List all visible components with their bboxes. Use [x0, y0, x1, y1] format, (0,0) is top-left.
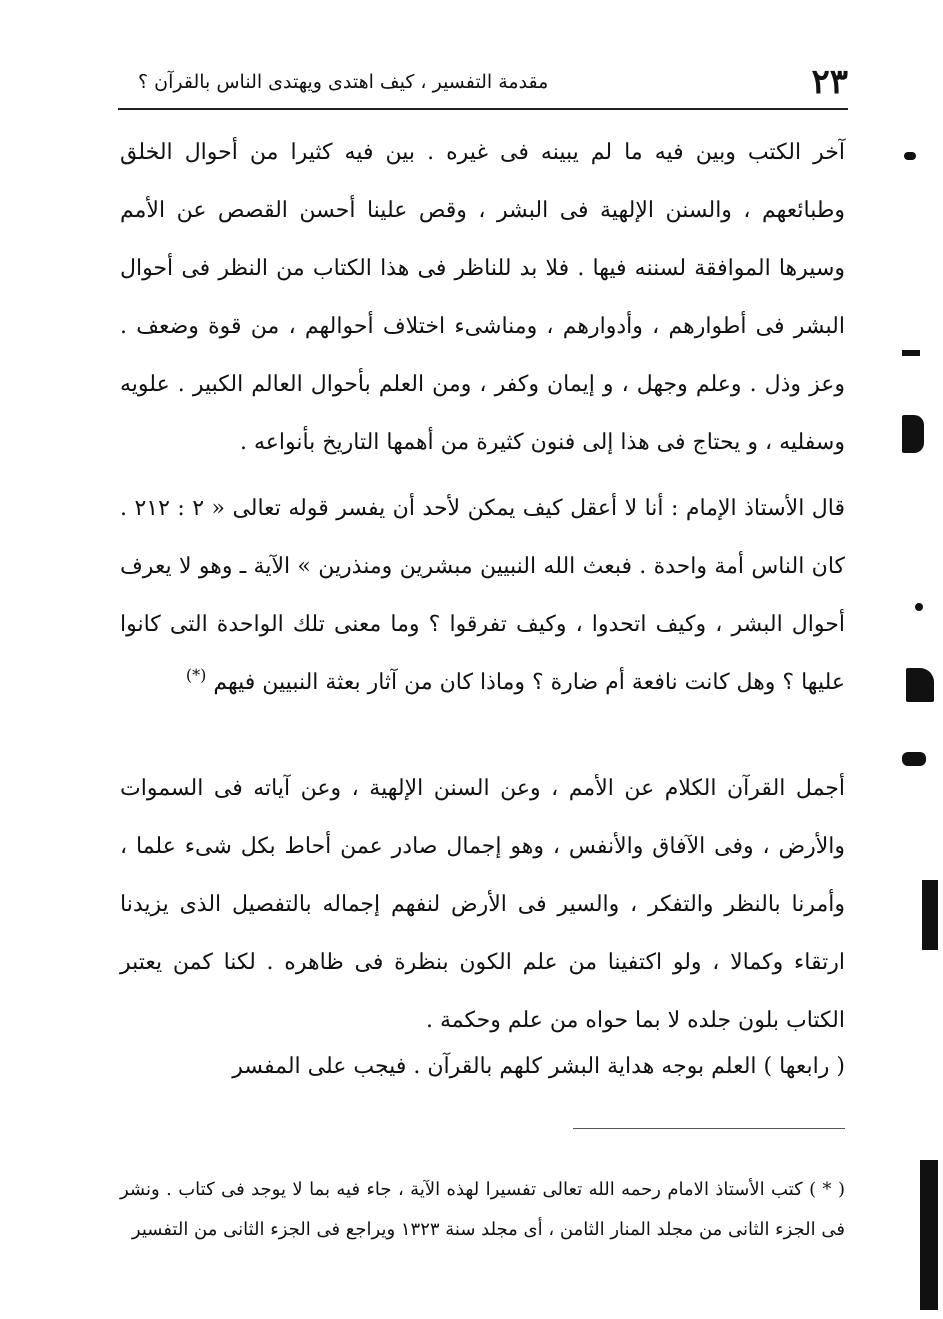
scan-speck — [902, 415, 924, 453]
page-number: ٢٣ — [811, 62, 848, 102]
running-title: مقدمة التفسير ، كيف اهتدى ويهتدى الناس بالقرآن ؟ — [138, 71, 549, 93]
footnote-marker: (*) — [185, 665, 207, 685]
scan-speck — [915, 603, 923, 611]
scan-speck — [902, 752, 926, 766]
scan-speck — [902, 350, 920, 356]
paragraph-2 — [120, 480, 845, 712]
footnote-rule — [573, 1128, 845, 1129]
paragraph-4: ( رابعها ) العلم بوجه هداية البشر كلهم بالقرآن . فيجب على المفسر — [232, 1054, 845, 1079]
paragraph-2-text: قال الأستاذ الإمام : أنا لا أعقل كيف يمكن لأحد أن يفسر قوله تعالى « ٢ : ٢١٢ . كان الناس أمة واحدة . فبعث الله النبيين مبشرين ومنذرين » الآية ـ وهو لا يعرف أحوال البشر ، وكيف اتحدوا ، وكيف تفرقوا ؟ وما معنى تلك الواحدة التى كانوا عليها ؟ وهل كانت نافعة أم ضارة ؟ وماذا كان من آثار بعثة النبيين فيهم — [120, 496, 845, 695]
footnote: ( * ) كتب الأستاذ الامام رحمه الله تعالى تفسيرا لهذه الآية ، جاء فيه بما لا يوجد فى كتاب . ونشر فى الجزء الثانى من مجلد المنار الثامن ، أى مجلد سنة ١٣٢٣ ويراجع فى الجزء الثانى من التفسير — [120, 1179, 845, 1240]
paragraph-1: آخر الكتب وبين فيه ما لم يبينه فى غيره . بين فيه كثيرا من أحوال الخلق وطبائعهم ، والسنن الإلهية فى البشر ، وقص علينا أحسن القصص عن الأمم وسيرها الموافقة لسننه فيها . فلا بد للناظر فى هذا الكتاب من النظر فى أحوال البشر فى أطوارهم ، وأدوارهم ، ومناشىء اختلاف أحوالهم ، من قوة وضعف . وعز وذل . وعلم وجهل ، و إيمان وكفر ، ومن العلم بأحوال العالم الكبير . علويه وسفليه ، و يحتاج فى هذا إلى فنون كثيرة من أهمها التاريخ بأنواعه . — [120, 140, 845, 455]
header-rule — [118, 108, 848, 110]
scan-speck — [906, 668, 934, 702]
scan-speck — [920, 1160, 938, 1310]
paragraph-3: أجمل القرآن الكلام عن الأمم ، وعن السنن الإلهية ، وعن آياته فى السموات والأرض ، وفى الآفاق والأنفس ، وهو إجمال صادر عمن أحاط بكل شىء علما ، وأمرنا بالنظر والتفكر ، والسير فى الأرض لنفهم إجماله بالتفصيل الذى يزيدنا ارتقاء وكمالا ، ولو اكتفينا من علم الكون بنظرة فى ظاهره . لكنا كمن يعتبر الكتاب بلون جلده لا بما حواه من علم وحكمة . — [120, 776, 845, 1033]
scan-speck — [922, 880, 938, 950]
scan-speck — [904, 152, 916, 160]
page-header — [118, 62, 848, 102]
